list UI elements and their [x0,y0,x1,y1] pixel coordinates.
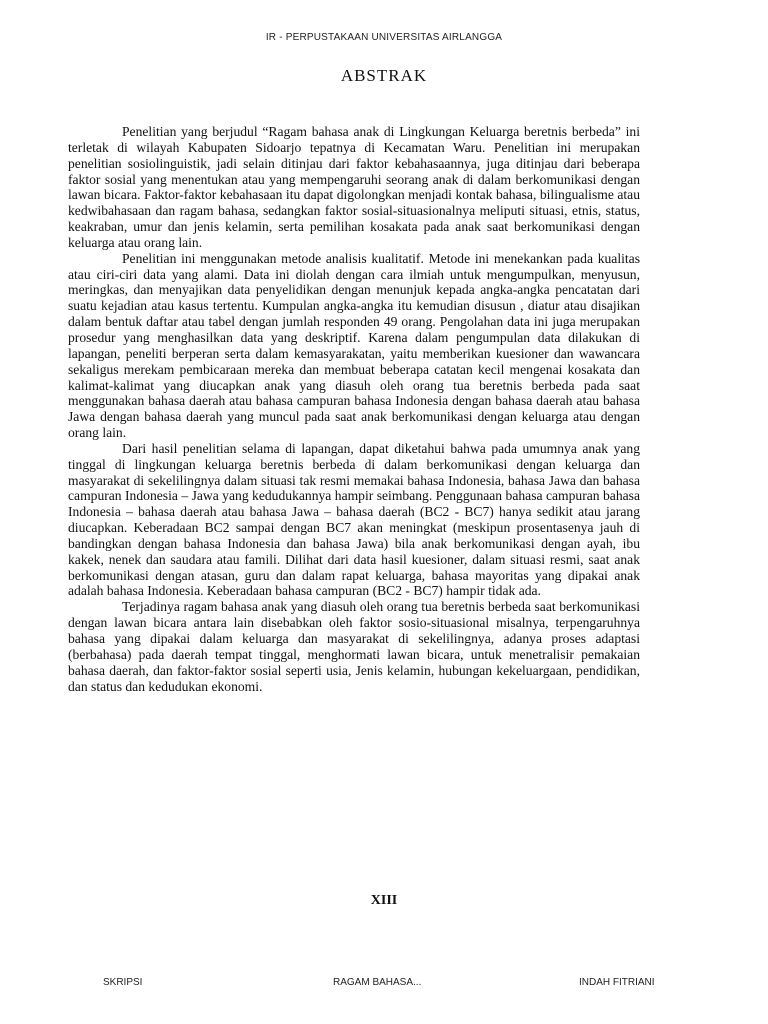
abstract-paragraph-3: Dari hasil penelitian selama di lapangan, dapat diketahui bahwa pada umumnya anak yang tinggal di lingkungan keluarga beretnis berbeda di dalam berkomunikasi dengan keluarga dan masyarakat di sekelilingnya dalam situasi tak resmi memakai bahasa Indonesia, bahasa Jawa dan bahasa campuran Indonesia – Jawa yang kedudukannya hampir seimbang. Penggunaan bahasa campuran bahasa Indonesia – bahasa daerah atau bahasa Jawa – bahasa daerah (BC2 - BC7) hanya sedikit atau jarang diucapkan. Keberadaan BC2 sampai dengan BC7 akan meningkat (meskipun prosentasenya jauh di bandingkan dengan bahasa Indonesia dan bahasa Jawa) bila anak berkomunikasi dengan ayah, ibu kakek, nenek dan saudara atau famili. Dilihat dari data hasil kuesioner, dalam situasi resmi, saat anak berkomunikasi dengan atasan, guru dan dalam rapat keluarga, bahasa mayoritas yang dipakai anak adalah bahasa Indonesia. Keberadaan bahasa campuran (BC2 - BC7) hampir tidak ada. [68,440,640,599]
abstract-body [68,124,640,694]
repository-header: IR - PERPUSTAKAAN UNIVERSITAS AIRLANGGA [265,32,503,43]
abstract-paragraph-2: Penelitian ini menggunakan metode analisis kualitatif. Metode ini menekankan pada kualitas atau ciri-ciri data yang alami. Data ini diolah dengan cara ilmiah untuk mengumpulkan, menyusun, meringkas, dan menyajikan data penyelidikan dengan menunjuk kepada angka-angka pencatatan dari suatu kejadian atau kasus tertentu. Kumpulan angka-angka itu kemudian disusun , diatur atau disajikan dalam bentuk daftar atau tabel dengan jumlah responden 49 orang. Pengolahan data ini juga merupakan prosedur yang menghasilkan data yang deskriptif. Karena dalam pengumpulan data dilakukan di lapangan, peneliti berperan serta dalam kemasyarakatan, yaitu memberikan kuesioner dan wawancara sekaligus merekam pembicaraan mereka dan membuat beberapa catatan kecil mengenai kosakata dan kalimat-kalimat yang diucapkan anak yang diasuh oleh orang tua beretnis berbeda pada saat menggunakan bahasa daerah atau bahasa campuran bahasa Indonesia dengan bahasa daerah atau bahasa Jawa dengan bahasa daerah yang muncul pada saat anak berkomunikasi dengan keluarga atau dengan orang lain. [68,250,640,441]
abstract-paragraph-1: Penelitian yang berjudul “Ragam bahasa anak di Lingkungan Keluarga beretnis berbeda” ini terletak di wilayah Kabupaten Sidoarjo tepatnya di Kecamatan Waru. Penelitian ini merupakan penelitian sosiolinguistik, jadi selain ditinjau dari faktor kebahasaannya, juga ditinjau dari beberapa faktor sosial yang menentukan atau yang mempengaruhi seorang anak di dalam berkomunikasi dengan lawan bicara. Faktor-faktor kebahasaan itu dapat digolongkan menjadi kontak bahasa, bilingualisme atau kedwibahasaan dan ragam bahasa, sedangkan faktor sosial-situasionalnya meliputi situasi, etnis, status, keakraban, umur dan jenis kelamin, serta pemilihan kosakata pada anak saat berkomunikasi dengan keluarga atau orang lain. [68,124,640,250]
footer-right-label: INDAH FITRIANI [579,977,655,988]
page-title: ABSTRAK [340,66,428,85]
footer-center-label: RAGAM BAHASA... [333,977,422,988]
abstract-paragraph-4: Terjadinya ragam bahasa anak yang diasuh oleh orang tua beretnis berbeda saat berkomunikasi dengan lawan bicara antara lain disebabkan oleh faktor sosio-situasional misalnya, terpengaruhnya bahasa yang dipakai dalam keluarga dan masyarakat di sekelilingnya, adanya proses adaptasi (berbahasa) pada daerah tempat tinggal, menghormati lawan bicara, untuk menetralisir pemakaian bahasa daerah, dan faktor-faktor sosial seperti usia, Jenis kelamin, hubungan kekeluargaan, pendidikan, dan status dan kedudukan ekonomi. [68,599,640,694]
footer-left-label: SKRIPSI [103,977,143,988]
page-number: XIII [370,893,398,908]
